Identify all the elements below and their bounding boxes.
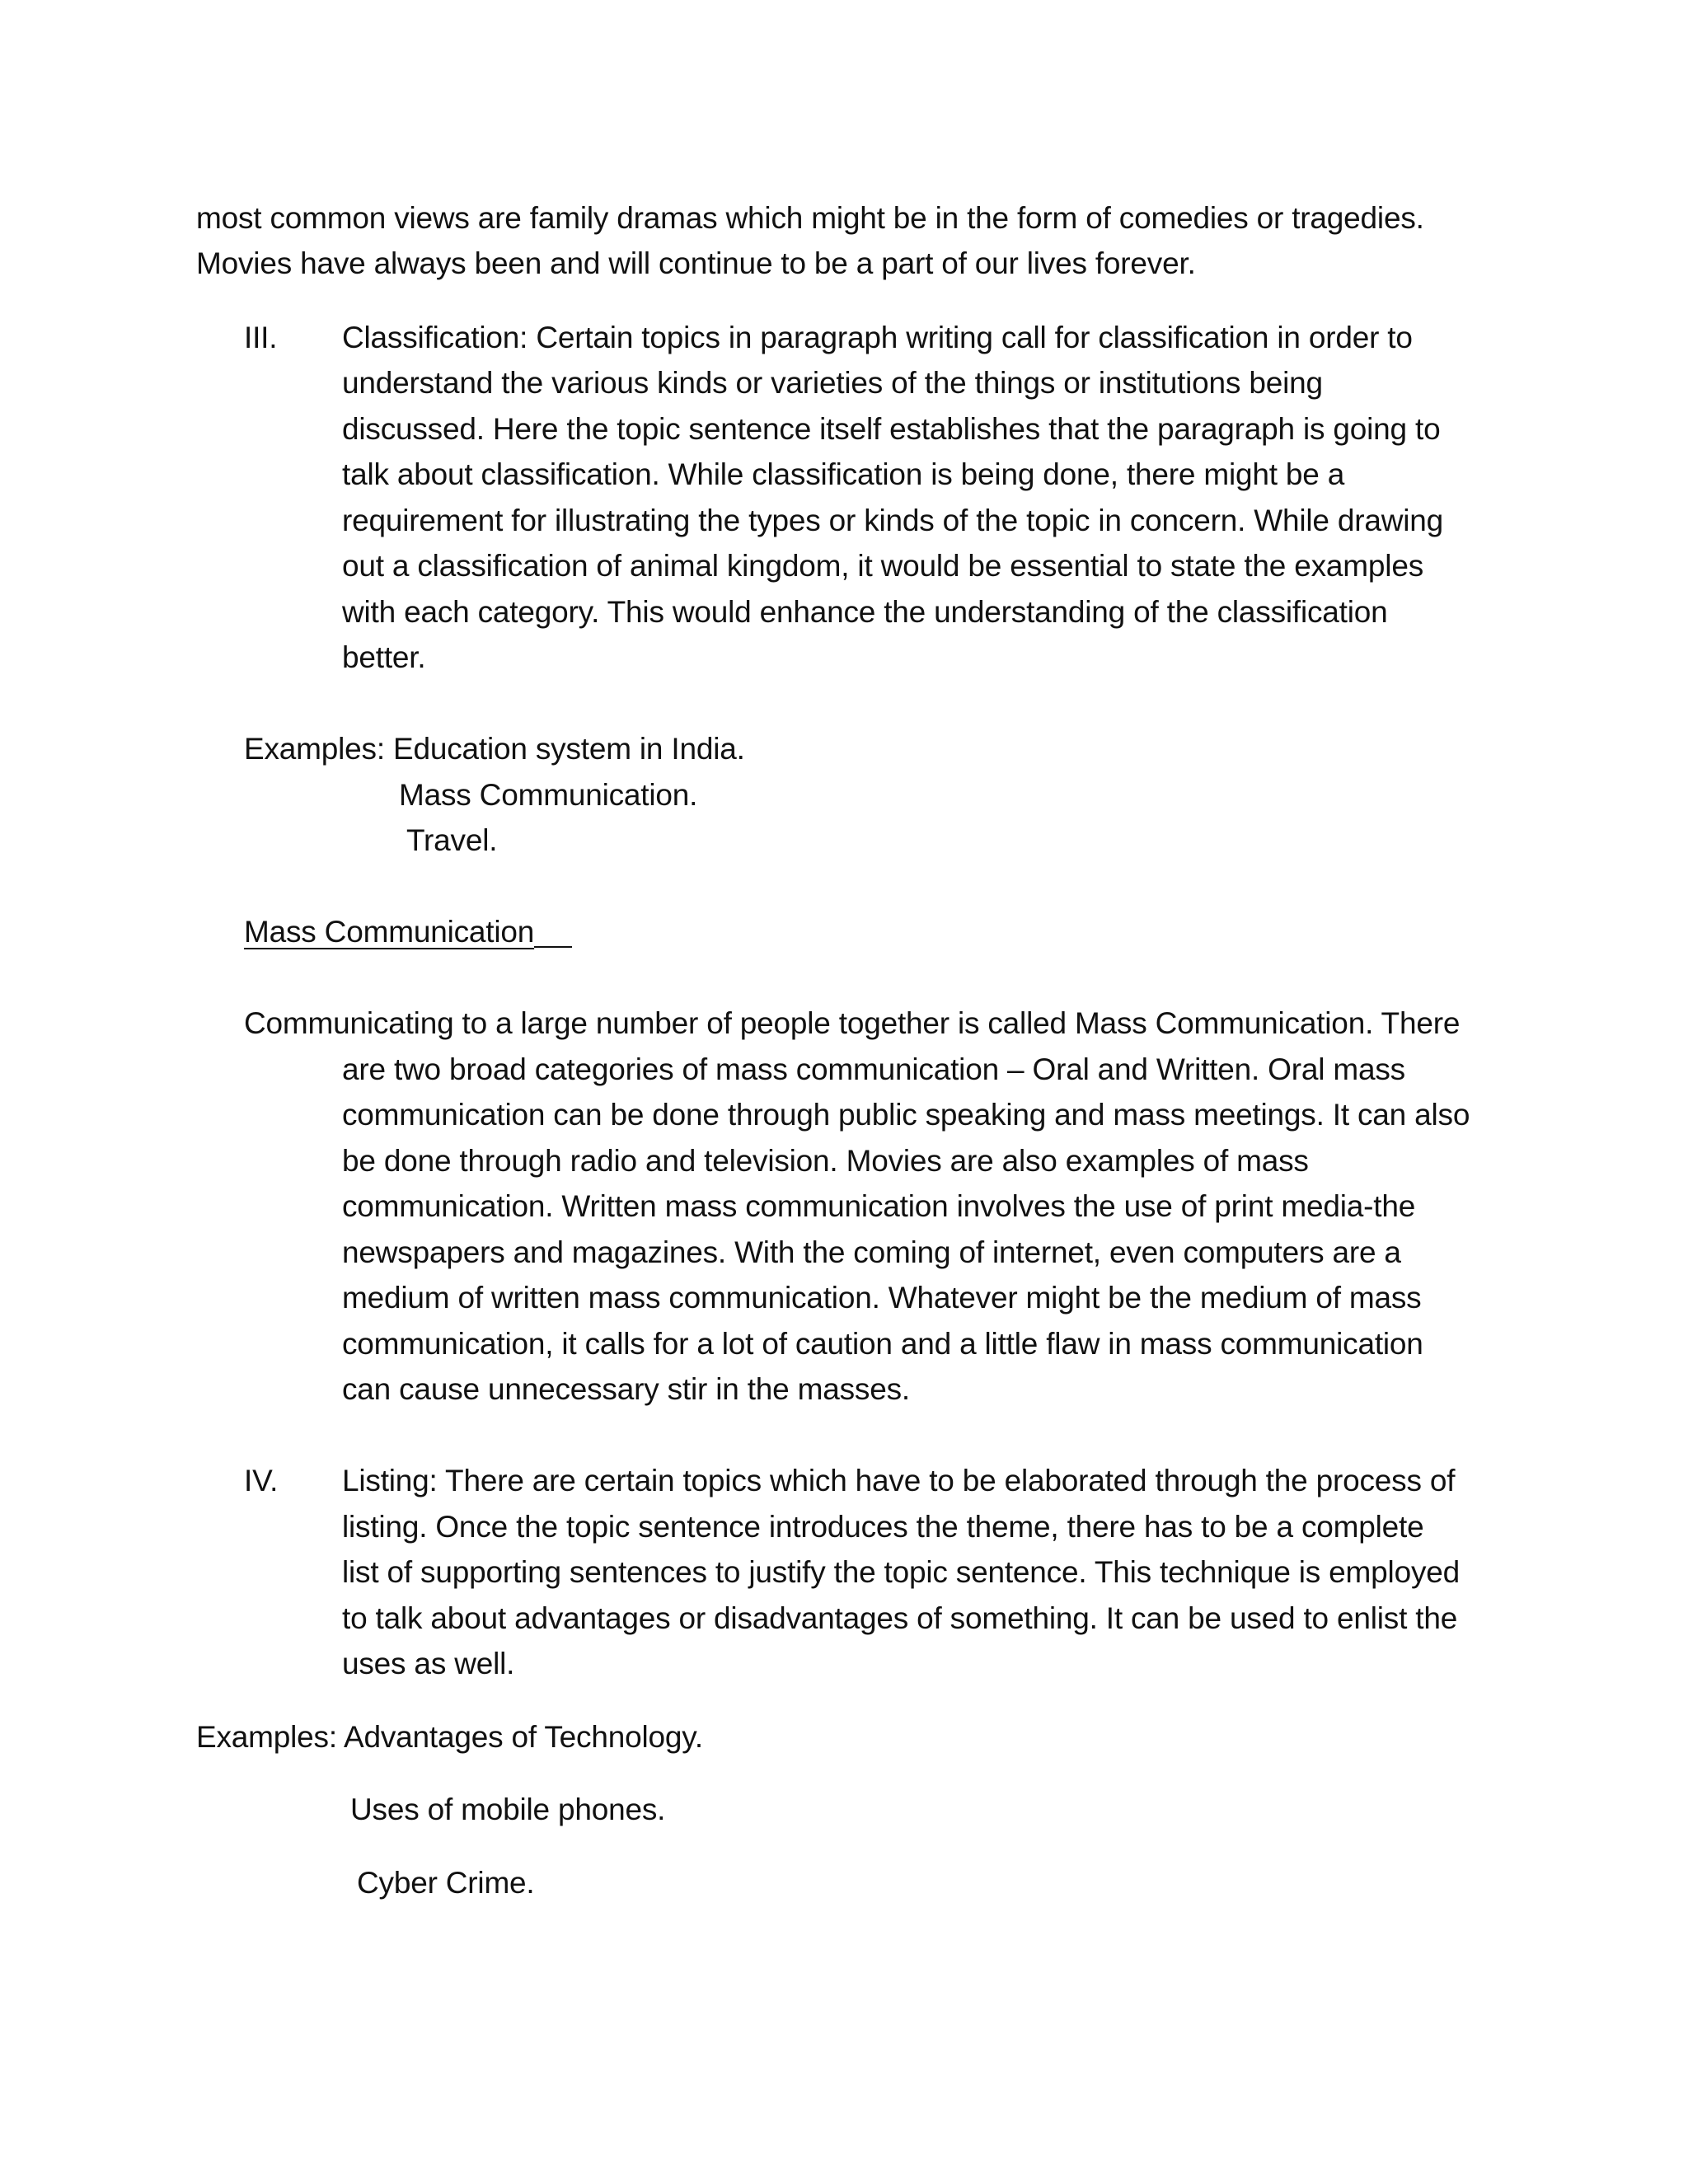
section4-line: Listing: There are certain topics which have to be elaborated through the process of (342, 1464, 1456, 1497)
example-item: Uses of mobile phones. (350, 1793, 666, 1826)
section3-line: Classification: Certain topics in paragraph writing call for classification in order to (342, 321, 1413, 354)
intro-line: Movies have always been and will continue to be a part of our lives forever. (196, 246, 1196, 280)
section3-line: with each category. This would enhance the understanding of the classification (342, 595, 1388, 629)
underline-trail (534, 946, 572, 948)
example-item: Mass Communication. (399, 778, 698, 812)
example-item: Travel. (406, 823, 498, 857)
examples-label: Examples: (196, 1720, 337, 1754)
section3-line: requirement for illustrating the types or kinds of the topic in concern. While drawing (342, 504, 1444, 537)
section3-line: better. (342, 640, 426, 674)
section4-line: to talk about advantages or disadvantages of something. It can be used to enlist the (342, 1601, 1458, 1635)
paragraph-line: are two broad categories of mass communication – Oral and Written. Oral mass (342, 1052, 1405, 1086)
section4-line: listing. Once the topic sentence introduces the theme, there has to be a complete (342, 1510, 1424, 1544)
section4-line: list of supporting sentences to justify the topic sentence. This technique is employed (342, 1555, 1461, 1589)
section-numeral-iii: III. (244, 321, 278, 354)
paragraph-line: communication. Written mass communication involves the use of print media-the (342, 1189, 1416, 1223)
paragraph-line: can cause unnecessary stir in the masses. (342, 1372, 910, 1406)
paragraph-line: medium of written mass communication. Whatever might be the medium of mass (342, 1281, 1422, 1315)
section3-line: out a classification of animal kingdom, it would be essential to state the examples (342, 549, 1424, 583)
paragraph-line: communication can be done through public speaking and mass meetings. It can also (342, 1098, 1470, 1132)
section3-line: talk about classification. While classification is being done, there might be a (342, 457, 1345, 491)
paragraph-line: Communicating to a large number of people together is called Mass Communication. There (244, 1006, 1461, 1040)
section-numeral-iv: IV. (244, 1464, 279, 1497)
subheading-mass-communication (244, 909, 572, 955)
paragraph-line: communication, it calls for a lot of caution and a little flaw in mass communication (342, 1327, 1423, 1361)
paragraph-line: be done through radio and television. Movies are also examples of mass (342, 1144, 1309, 1178)
example-item: Education system in India. (393, 732, 745, 766)
examples-label: Examples: (244, 732, 385, 766)
example-item: Advantages of Technology. (344, 1720, 703, 1754)
section3-line: discussed. Here the topic sentence itself establishes that the paragraph is going to (342, 412, 1441, 446)
intro-line: most common views are family dramas which might be in the form of comedies or tragedies. (196, 201, 1424, 235)
subheading-text: Mass Communication (244, 915, 535, 949)
paragraph-line: newspapers and magazines. With the coming of internet, even computers are a (342, 1235, 1401, 1269)
example-item: Cyber Crime. (357, 1866, 535, 1900)
section4-line: uses as well. (342, 1647, 515, 1680)
section3-line: understand the various kinds or varieties of the things or institutions being (342, 366, 1323, 400)
